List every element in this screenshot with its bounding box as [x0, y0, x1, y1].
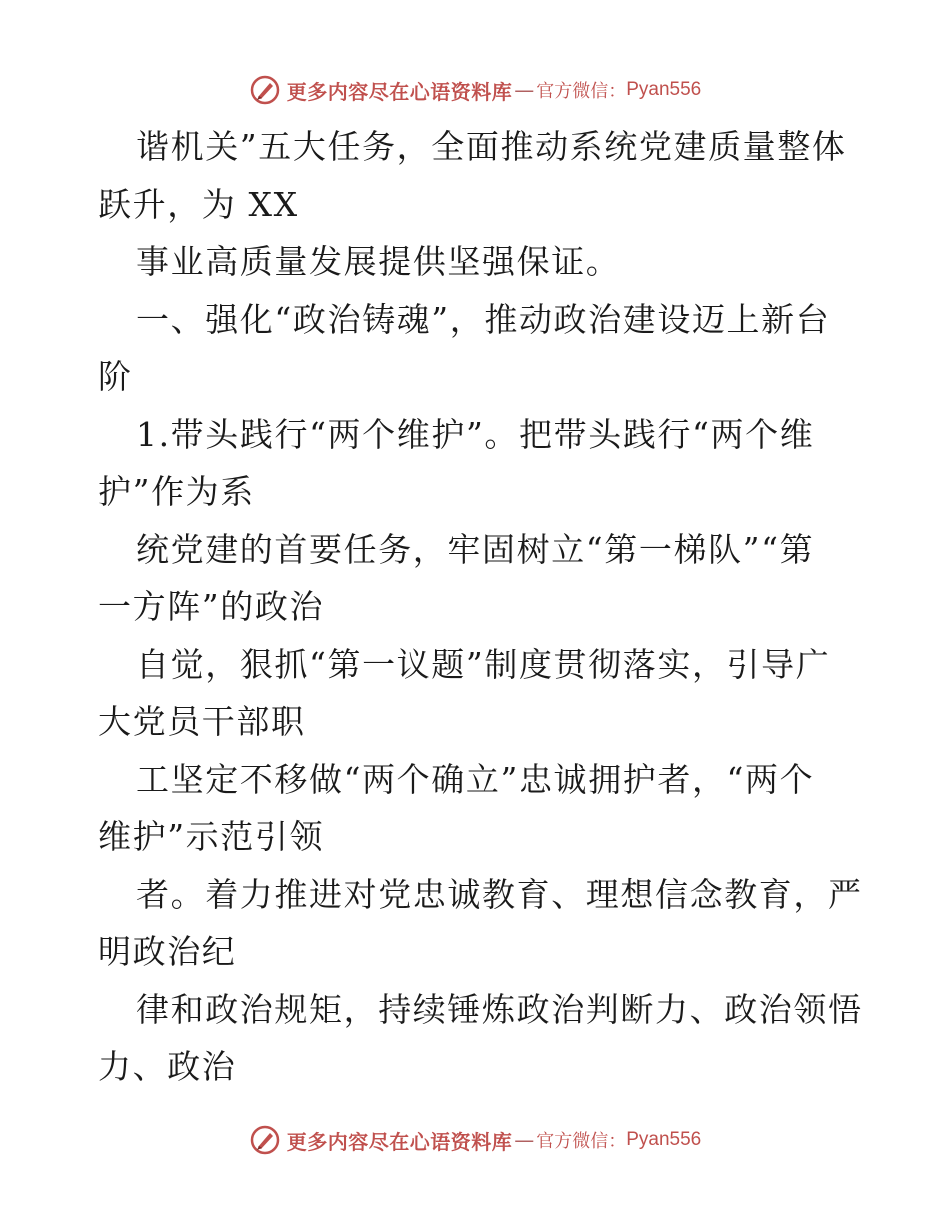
- body-line: 一方阵”的政治: [98, 587, 325, 626]
- body-line: 力、政治: [98, 1047, 237, 1086]
- body-line: 跃升，为 XX: [98, 184, 299, 224]
- footer-dash: —: [514, 1128, 535, 1152]
- body-line: 1.带头践行“两个维护”。把带头践行“两个维: [136, 414, 815, 454]
- header-dash: —: [514, 78, 535, 102]
- footer-banner: [0, 1120, 950, 1160]
- body-line: 大党员干部职: [98, 702, 306, 741]
- footer-wechat-label: 官方微信：: [536, 1131, 627, 1152]
- body-line: 护”作为系: [98, 472, 255, 511]
- quill-pen-logo-icon: [249, 1124, 281, 1156]
- section-heading-cont: 阶: [98, 357, 133, 396]
- header-site-name: 更多内容尽在心语资料库: [286, 79, 513, 104]
- footer-site-name: 更多内容尽在心语资料库: [286, 1129, 513, 1154]
- body-line: 统党建的首要任务，牢固树立“第一梯队”“第: [136, 529, 815, 569]
- body-line: 谐机关”五大任务，全面推动系统党建质量整体: [136, 127, 847, 166]
- body-line: 明政治纪: [98, 932, 237, 971]
- section-heading: 一、强化“政治铸魂”，推动政治建设迈上新台: [136, 299, 831, 339]
- body-line: 自觉，狠抓“第一议题”制度贯彻落实，引导广: [136, 644, 831, 684]
- header-banner: [0, 70, 950, 110]
- body-line: 维护”示范引领: [98, 817, 325, 856]
- header-wechat-account: Pyan556: [626, 79, 702, 100]
- body-line: 律和政治规矩，持续锤炼政治判断力、政治领悟: [136, 989, 863, 1029]
- header-wechat-label: 官方微信：: [536, 81, 627, 102]
- footer-wechat-account: Pyan556: [626, 1129, 702, 1150]
- document-body: [98, 118, 863, 1096]
- quill-pen-logo-icon: [249, 74, 281, 106]
- body-line: 者。着力推进对党忠诚教育、理想信念教育，严: [136, 874, 863, 914]
- body-line: 工坚定不移做“两个确立”忠诚拥护者，“两个: [136, 759, 815, 799]
- body-line: 事业高质量发展提供坚强保证。: [136, 242, 621, 281]
